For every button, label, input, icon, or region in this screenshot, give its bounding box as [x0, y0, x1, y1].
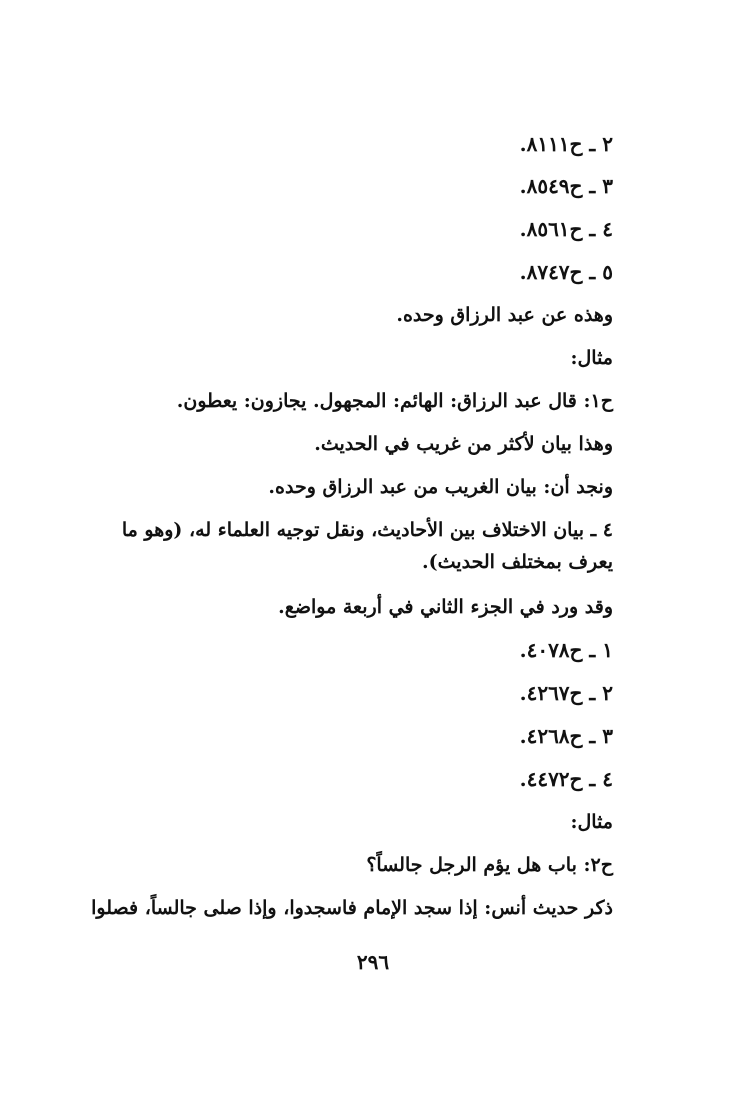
page-number: ٢٩٦	[356, 950, 390, 974]
ref-item-3-8549: ٣ ـ ح٨٥٤٩.	[519, 174, 613, 198]
ref-item-3-4268: ٣ ـ ح٤٢٦٨.	[519, 724, 613, 748]
ref-item-1-4078: ١ ـ ح٤٠٧٨.	[519, 638, 613, 662]
hadith-1-text: ح١: قال عبد الرزاق: الهائم: المجهول. يجازون: يعطون.	[176, 390, 613, 412]
ref-item-2-4267: ٢ ـ ح٤٢٦٧.	[519, 681, 613, 705]
hadith-2-text: ذكر حديث أنس: إذا سجد الإمام فاسجدوا، وإذا صلى جالساً، فصلوا	[91, 897, 613, 919]
section-4-heading-cont: يعرف بمختلف الحديث).	[422, 551, 613, 573]
paragraph-occurrences: وقد ورد في الجزء الثاني في أربعة مواضع.	[278, 596, 613, 618]
section-4-heading: ٤ ـ بيان الاختلاف بين الأحاديث، ونقل توجيه العلماء له، (وهو ما	[121, 519, 613, 541]
ref-item-4-8561: ٤ ـ ح٨٥٦١.	[519, 217, 613, 241]
hadith-2-title: ح٢: باب هل يؤم الرجل جالساً؟	[366, 854, 613, 876]
example-heading-2: مثال:	[570, 811, 613, 833]
ref-item-5-8747: ٥ ـ ح٨٧٤٧.	[519, 260, 613, 284]
ref-item-4-4472: ٤ ـ ح٤٤٧٢.	[519, 767, 613, 791]
ref-item-2-8111: ٢ ـ ح٨١١١.	[519, 132, 613, 156]
example-heading-1: مثال:	[570, 347, 613, 369]
paragraph-gharib-explanation: وهذا بيان لأكثر من غريب في الحديث.	[314, 433, 613, 455]
paragraph-finding: ونجد أن: بيان الغريب من عبد الرزاق وحده.	[268, 476, 613, 498]
paragraph-sole-narrator: وهذه عن عبد الرزاق وحده.	[396, 304, 613, 326]
